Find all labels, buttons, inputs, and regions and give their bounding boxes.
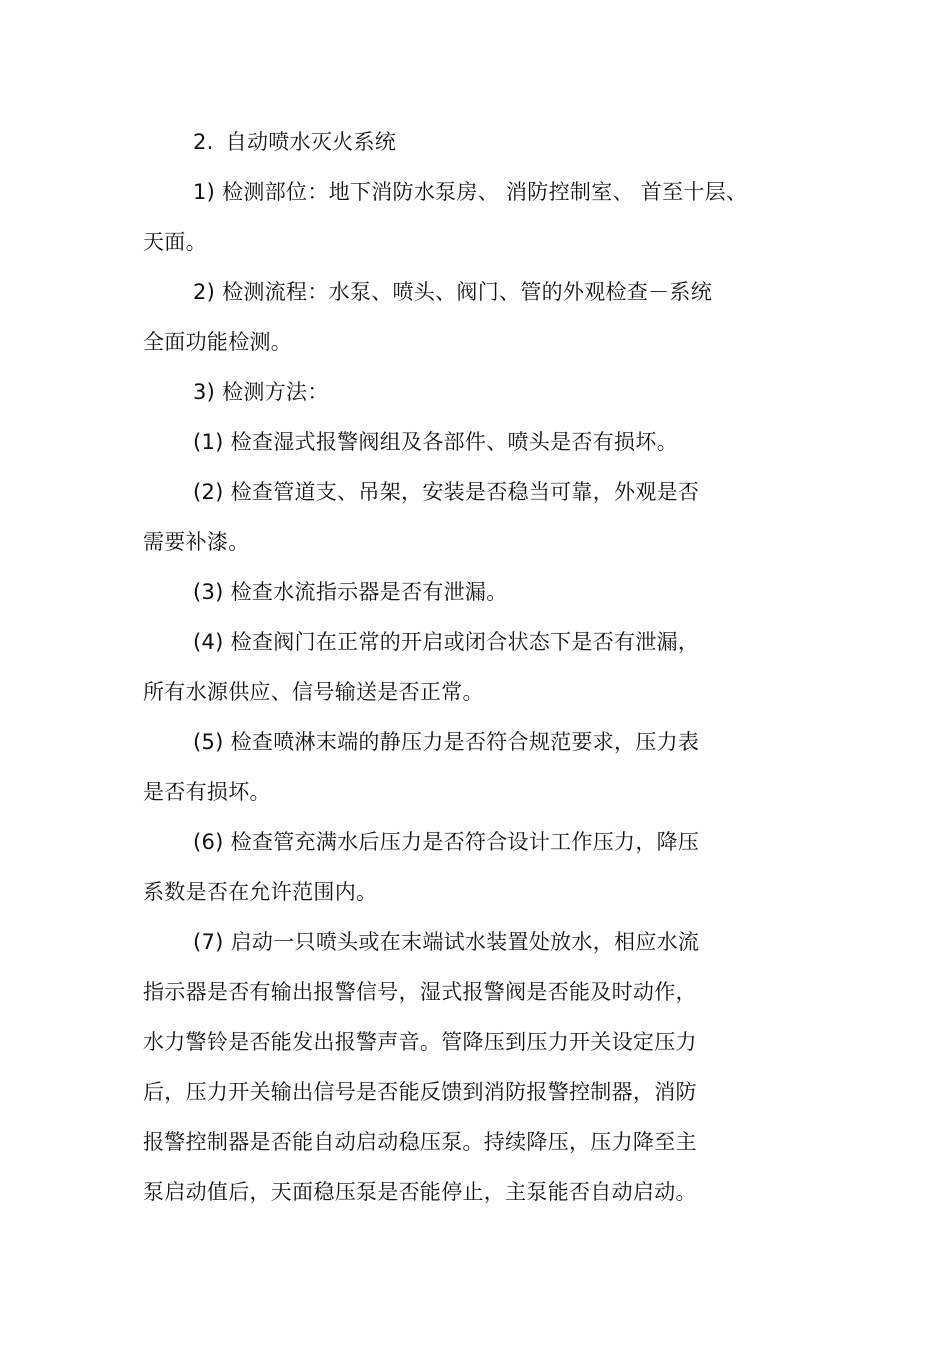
paragraph-line: 泵启动值后，天面稳压泵是否能停止，主泵能否自动启动。 — [143, 1180, 697, 1204]
paragraph-line: 指示器是否有输出报警信号，湿式报警阀是否能及时动作， — [143, 980, 697, 1004]
paragraph-line: 水力警铃是否能发出报警声音。管降压到压力开关设定压力 — [143, 1030, 697, 1054]
paragraph-line: (2) 检查管道支、吊架，安装是否稳当可靠，外观是否 — [193, 480, 700, 504]
paragraph-line: 全面功能检测。 — [143, 330, 293, 354]
section-title: 自动喷水灭火系统 — [225, 130, 397, 154]
paragraph-line: 2) 检测流程：水泵、喷头、阀门、管的外观检查－系统 — [193, 280, 713, 304]
paragraph-line: (7) 启动一只喷头或在末端试水装置处放水，相应水流 — [193, 930, 700, 954]
paragraph-line: (5) 检查喷淋末端的静压力是否符合规范要求，压力表 — [193, 730, 700, 754]
paragraph-line: 天面。 — [143, 230, 207, 254]
paragraph-line: (6) 检查管充满水后压力是否符合设计工作压力，降压 — [193, 830, 700, 854]
paragraph-line: (3) 检查水流指示器是否有泄漏。 — [193, 580, 508, 604]
paragraph-line: 后，压力开关输出信号是否能反馈到消防报警控制器，消防 — [143, 1080, 697, 1104]
paragraph-line: 需要补漆。 — [143, 530, 250, 554]
paragraph-line: 所有水源供应、信号输送是否正常。 — [143, 680, 484, 704]
section-number: 2. — [193, 130, 214, 154]
paragraph-line: 报警控制器是否能自动启动稳压泵。持续降压，压力降至主 — [143, 1130, 697, 1154]
paragraph-line: (1) 检查湿式报警阀组及各部件、喷头是否有损坏。 — [193, 430, 678, 454]
paragraph-line: 系数是否在允许范围内。 — [143, 880, 378, 904]
paragraph-line: 3) 检测方法： — [193, 380, 329, 404]
section-heading — [193, 127, 396, 157]
paragraph-line: 1) 检测部位：地下消防水泵房、 消防控制室、 首至十层、 — [193, 180, 748, 204]
paragraph-line: (4) 检查阀门在正常的开启或闭合状态下是否有泄漏， — [193, 630, 700, 654]
paragraph-line: 是否有损坏。 — [143, 780, 271, 804]
